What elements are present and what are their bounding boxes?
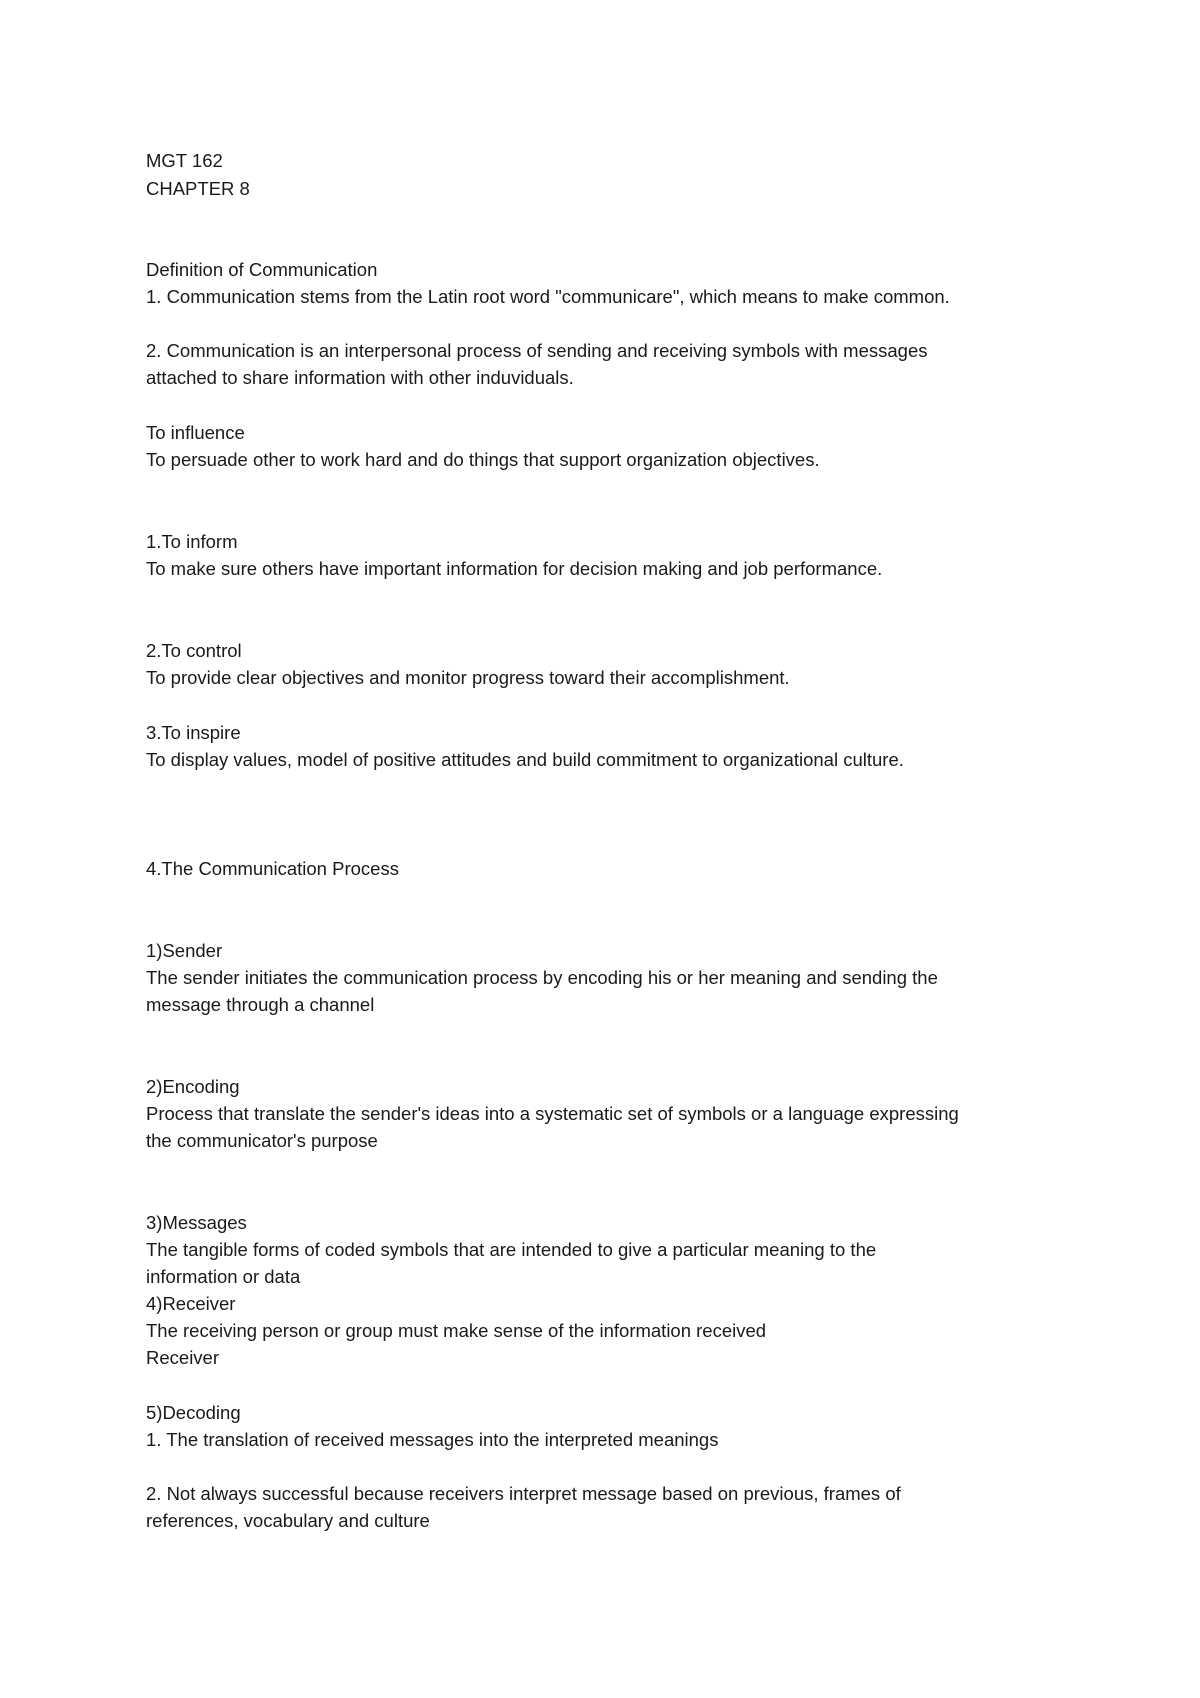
chapter-title: CHAPTER 8	[146, 178, 250, 199]
inform-title: 1.To inform	[146, 531, 238, 552]
course-code: MGT 162	[146, 150, 223, 171]
sender-description-line-1: The sender initiates the communication process by encoding his or her meaning and sending the	[146, 967, 938, 988]
receiver-description-line-1: The receiving person or group must make sense of the information received	[146, 1320, 767, 1341]
influence-description: To persuade other to work hard and do things that support organization objectives.	[146, 449, 820, 470]
control-description: To provide clear objectives and monitor progress toward their accomplishment.	[146, 667, 790, 688]
sender-title: 1)Sender	[146, 940, 223, 961]
messages-description-line-1: The tangible forms of coded symbols that are intended to give a particular meaning to the	[146, 1239, 877, 1260]
inspire-title: 3.To inspire	[146, 722, 241, 743]
decoding-title: 5)Decoding	[146, 1402, 241, 1423]
inspire-description: To display values, model of positive attitudes and build commitment to organizational culture.	[146, 749, 904, 770]
definition-point-1: 1. Communication stems from the Latin root word "communicare", which means to make common.	[146, 286, 950, 307]
definition-heading: Definition of Communication	[146, 259, 378, 280]
receiver-description-line-2: Receiver	[146, 1347, 219, 1368]
messages-title: 3)Messages	[146, 1212, 247, 1233]
definition-point-2-line-2: attached to share information with other induviduals.	[146, 367, 574, 388]
encoding-description-line-2: the communicator's purpose	[146, 1130, 378, 1151]
definition-point-2-line-1: 2. Communication is an interpersonal process of sending and receiving symbols with messages	[146, 340, 928, 361]
inform-description: To make sure others have important information for decision making and job performance.	[146, 558, 883, 579]
decoding-point-1: 1. The translation of received messages into the interpreted meanings	[146, 1429, 719, 1450]
influence-title: To influence	[146, 422, 245, 443]
receiver-title: 4)Receiver	[146, 1293, 236, 1314]
control-title: 2.To control	[146, 640, 242, 661]
messages-description-line-2: information or data	[146, 1266, 301, 1287]
encoding-title: 2)Encoding	[146, 1076, 240, 1097]
sender-description-line-2: message through a channel	[146, 994, 375, 1015]
decoding-point-2-line-1: 2. Not always successful because receivers interpret message based on previous, frames of	[146, 1483, 901, 1504]
process-heading: 4.The Communication Process	[146, 858, 399, 879]
encoding-description-line-1: Process that translate the sender's ideas into a systematic set of symbols or a language expressing	[146, 1103, 959, 1124]
decoding-point-2-line-2: references, vocabulary and culture	[146, 1510, 430, 1531]
